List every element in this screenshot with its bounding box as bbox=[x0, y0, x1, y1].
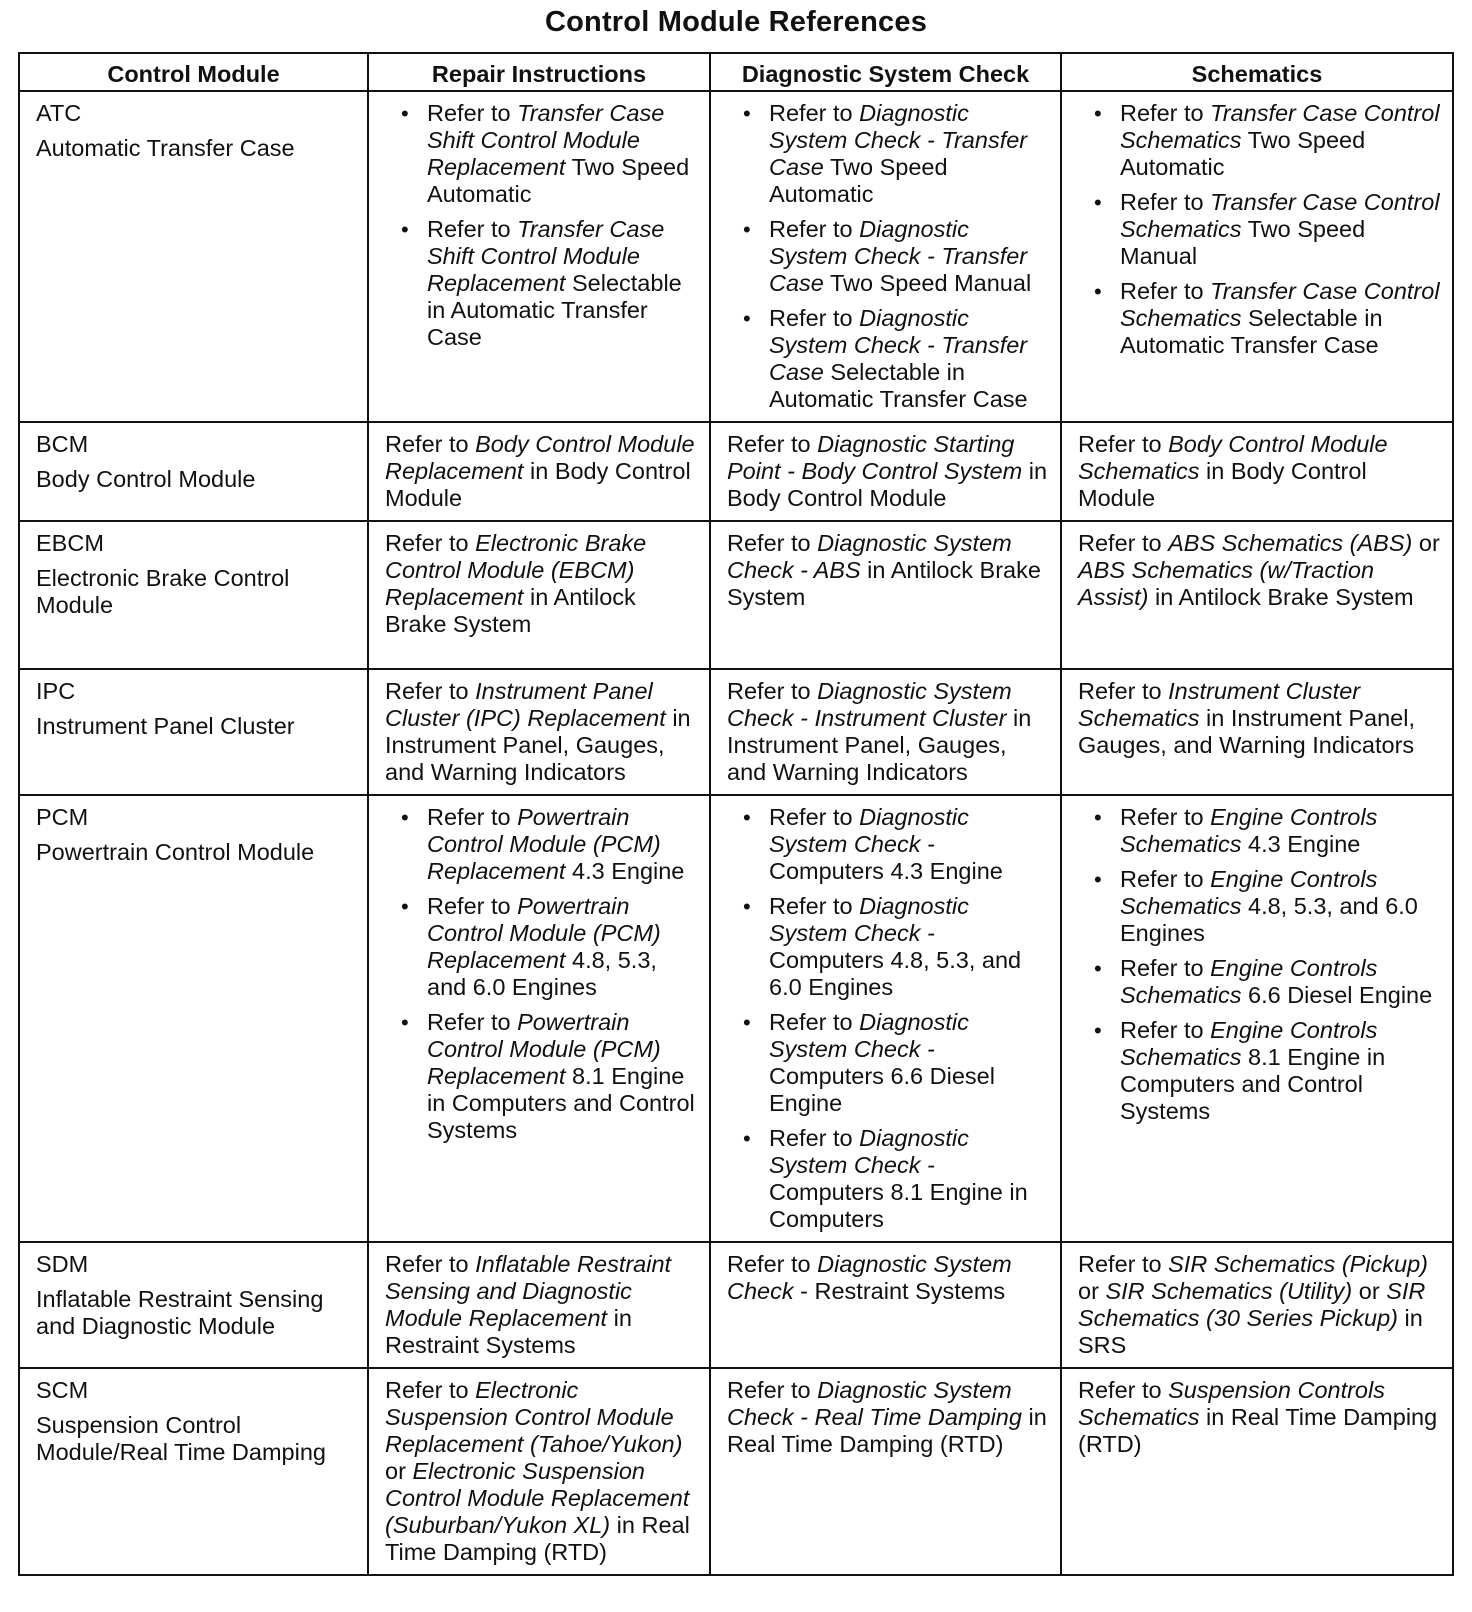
module-name: Powertrain Control Module bbox=[36, 839, 315, 865]
reference-text: - Restraint Systems bbox=[793, 1278, 1006, 1304]
schematics-cell bbox=[1061, 521, 1453, 669]
table-row bbox=[19, 1368, 1453, 1575]
reference-text: Two Speed Automatic bbox=[1120, 127, 1366, 180]
reference-text: Refer to bbox=[1120, 804, 1211, 830]
list-item bbox=[769, 893, 1048, 1001]
repair-instructions-cell bbox=[368, 1368, 710, 1575]
reference-text: Refer to bbox=[1120, 189, 1211, 215]
reference-text: Refer to bbox=[727, 530, 818, 556]
reference-text: Refer to bbox=[385, 1251, 476, 1277]
list-item bbox=[427, 893, 697, 1001]
page-title: Control Module References bbox=[544, 6, 928, 38]
reference-text: Refer to bbox=[769, 1125, 860, 1151]
reference-title: Transfer Case Control Schematics bbox=[1120, 100, 1440, 153]
table-row bbox=[19, 422, 1453, 521]
reference-paragraph bbox=[385, 1251, 697, 1359]
module-code: PCM bbox=[36, 804, 89, 830]
reference-text: Refer to bbox=[427, 804, 518, 830]
reference-text: 8.1 Engine in Computers and Control Systems bbox=[427, 1063, 695, 1143]
reference-title: Diagnostic System Check - bbox=[769, 893, 969, 946]
reference-text: Two Speed Manual bbox=[823, 270, 1032, 296]
reference-list bbox=[1078, 100, 1440, 359]
reference-text: Refer to bbox=[427, 100, 518, 126]
reference-text: Refer to bbox=[1120, 866, 1211, 892]
reference-text: Computers 4.3 Engine bbox=[769, 858, 1003, 884]
reference-text: Refer to bbox=[1078, 431, 1169, 457]
reference-title: Transfer Case Control Schematics bbox=[1120, 278, 1440, 331]
reference-title: Instrument Panel Cluster (IPC) Replacement bbox=[385, 678, 666, 731]
reference-text: in Real Time Damping (RTD) bbox=[1078, 1404, 1438, 1457]
diagnostic-system-check-cell bbox=[710, 1242, 1061, 1368]
reference-text: Refer to bbox=[1120, 278, 1211, 304]
reference-text: in Instrument Panel, Gauges, and Warning Indicators bbox=[1078, 705, 1415, 758]
reference-text: 4.8, 5.3, and 6.0 Engines bbox=[1120, 893, 1418, 946]
reference-title: ABS Schematics (w/Traction Assist) bbox=[1078, 557, 1375, 610]
reference-text: or bbox=[1352, 1278, 1387, 1304]
repair-instructions-cell bbox=[368, 1242, 710, 1368]
reference-title: Suspension Controls Schematics bbox=[1078, 1377, 1385, 1430]
repair-instructions-cell bbox=[368, 91, 710, 422]
reference-text: 6.6 Diesel Engine bbox=[1241, 982, 1433, 1008]
list-item bbox=[769, 1125, 1048, 1233]
header-schematics: Schematics bbox=[1061, 53, 1453, 91]
diagnostic-system-check-cell bbox=[710, 1368, 1061, 1575]
reference-text: Refer to bbox=[769, 216, 860, 242]
reference-paragraph bbox=[1078, 530, 1440, 611]
list-item bbox=[1120, 866, 1440, 947]
header-diagnostic-system-check: Diagnostic System Check bbox=[710, 53, 1061, 91]
table-body bbox=[19, 91, 1453, 1575]
schematics-cell bbox=[1061, 1242, 1453, 1368]
reference-title: Engine Controls Schematics bbox=[1120, 866, 1378, 919]
reference-list bbox=[727, 100, 1048, 413]
reference-text: Refer to bbox=[427, 216, 518, 242]
reference-title: Diagnostic System Check bbox=[727, 1251, 1012, 1304]
reference-paragraph bbox=[385, 530, 697, 638]
reference-paragraph bbox=[385, 431, 697, 512]
reference-paragraph bbox=[727, 431, 1048, 512]
diagnostic-system-check-cell bbox=[710, 521, 1061, 669]
repair-instructions-cell bbox=[368, 422, 710, 521]
list-item bbox=[769, 216, 1048, 297]
control-module-cell bbox=[19, 91, 368, 422]
module-code: IPC bbox=[36, 678, 76, 704]
reference-text: Two Speed Manual bbox=[1120, 216, 1366, 269]
module-name: Body Control Module bbox=[36, 466, 256, 492]
reference-list bbox=[385, 804, 697, 1144]
list-item bbox=[427, 1009, 697, 1144]
list-item bbox=[1120, 804, 1440, 858]
list-item bbox=[1120, 278, 1440, 359]
reference-title: Diagnostic System Check - Transfer Case bbox=[769, 216, 1028, 296]
schematics-cell bbox=[1061, 669, 1453, 795]
reference-title: Transfer Case Shift Control Module Replacement bbox=[427, 100, 665, 180]
reference-paragraph bbox=[1078, 1377, 1440, 1458]
reference-text: Refer to bbox=[1078, 530, 1169, 556]
reference-text: Computers 6.6 Diesel Engine bbox=[769, 1063, 995, 1116]
reference-text: in Body Control Module bbox=[1078, 458, 1367, 511]
reference-title: Electronic Brake Control Module (EBCM) Replacement bbox=[385, 530, 647, 610]
reference-text: in Restraint Systems bbox=[385, 1305, 632, 1358]
reference-text: or bbox=[1412, 530, 1440, 556]
reference-text: in SRS bbox=[1078, 1305, 1423, 1358]
diagnostic-system-check-cell bbox=[710, 91, 1061, 422]
reference-text: Refer to bbox=[727, 1377, 818, 1403]
reference-title: Diagnostic System Check - Real Time Damping bbox=[727, 1377, 1022, 1430]
list-item bbox=[1120, 1017, 1440, 1125]
header-repair-instructions: Repair Instructions bbox=[368, 53, 710, 91]
list-item bbox=[427, 100, 697, 208]
module-name: Suspension Control Module/Real Time Damping bbox=[36, 1412, 326, 1465]
reference-text: Refer to bbox=[1120, 100, 1211, 126]
reference-title: Instrument Cluster Schematics bbox=[1078, 678, 1361, 731]
reference-title: SIR Schematics (Utility) bbox=[1105, 1278, 1353, 1304]
reference-title: SIR Schematics (30 Series Pickup) bbox=[1078, 1278, 1426, 1331]
reference-title: SIR Schematics (Pickup) bbox=[1168, 1251, 1429, 1277]
reference-text: Refer to bbox=[385, 678, 476, 704]
reference-title: Diagnostic System Check - Transfer Case bbox=[769, 305, 1028, 385]
reference-title: ABS Schematics (ABS) bbox=[1168, 530, 1413, 556]
reference-list bbox=[1078, 804, 1440, 1125]
reference-text: 4.3 Engine bbox=[565, 858, 685, 884]
control-module-cell bbox=[19, 795, 368, 1242]
table-row bbox=[19, 91, 1453, 422]
reference-title: Engine Controls Schematics bbox=[1120, 1017, 1378, 1070]
reference-text: Refer to bbox=[385, 1377, 476, 1403]
reference-title: Diagnostic System Check - ABS bbox=[727, 530, 1012, 583]
control-module-cell bbox=[19, 521, 368, 669]
reference-text: Selectable in Automatic Transfer Case bbox=[1120, 305, 1383, 358]
reference-text: Refer to bbox=[1078, 678, 1169, 704]
list-item bbox=[427, 804, 697, 885]
reference-text: 8.1 Engine in Computers and Control Systems bbox=[1120, 1044, 1386, 1124]
reference-list bbox=[385, 100, 697, 351]
reference-title: Engine Controls Schematics bbox=[1120, 804, 1378, 857]
reference-text: Refer to bbox=[1120, 955, 1211, 981]
reference-text: Refer to bbox=[1120, 1017, 1211, 1043]
reference-text: in Instrument Panel, Gauges, and Warning Indicators bbox=[727, 705, 1032, 785]
reference-text: in Antilock Brake System bbox=[385, 584, 636, 637]
reference-text: Refer to bbox=[769, 893, 860, 919]
reference-title: Powertrain Control Module (PCM) Replacement bbox=[427, 804, 661, 884]
reference-paragraph bbox=[1078, 1251, 1440, 1359]
list-item bbox=[769, 305, 1048, 413]
header-control-module: Control Module bbox=[19, 53, 368, 91]
reference-text: Refer to bbox=[769, 100, 860, 126]
reference-text: in Real Time Damping (RTD) bbox=[727, 1404, 1047, 1457]
reference-title: Powertrain Control Module (PCM) Replacement bbox=[427, 893, 661, 973]
reference-list bbox=[727, 804, 1048, 1233]
schematics-cell bbox=[1061, 1368, 1453, 1575]
reference-text: in Antilock Brake System bbox=[1148, 584, 1414, 610]
control-module-cell bbox=[19, 422, 368, 521]
repair-instructions-cell bbox=[368, 795, 710, 1242]
reference-paragraph bbox=[385, 1377, 697, 1566]
list-item bbox=[1120, 100, 1440, 181]
reference-title: Diagnostic Starting Point - Body Control System bbox=[727, 431, 1023, 484]
reference-title: Electronic Suspension Control Module Replacement (Suburban/Yukon XL) bbox=[385, 1458, 690, 1538]
reference-text: or bbox=[385, 1458, 413, 1484]
module-code: ATC bbox=[36, 100, 82, 126]
reference-text: in Antilock Brake System bbox=[727, 557, 1041, 610]
module-code: BCM bbox=[36, 431, 89, 457]
table-row bbox=[19, 521, 1453, 669]
list-item bbox=[769, 100, 1048, 208]
reference-paragraph bbox=[727, 530, 1048, 611]
list-item bbox=[769, 804, 1048, 885]
reference-title: Diagnostic System Check - Transfer Case bbox=[769, 100, 1028, 180]
reference-text: Refer to bbox=[1078, 1251, 1169, 1277]
reference-text: in Instrument Panel, Gauges, and Warning Indicators bbox=[385, 705, 691, 785]
list-item bbox=[769, 1009, 1048, 1117]
list-item bbox=[427, 216, 697, 351]
reference-text: 4.8, 5.3, and 6.0 Engines bbox=[427, 947, 657, 1000]
reference-title: Body Control Module Replacement bbox=[385, 431, 695, 484]
list-item bbox=[1120, 955, 1440, 1009]
reference-paragraph bbox=[727, 1251, 1048, 1305]
reference-title: Diagnostic System Check - bbox=[769, 1009, 969, 1062]
reference-text: in Real Time Damping (RTD) bbox=[385, 1512, 690, 1565]
module-code: EBCM bbox=[36, 530, 104, 556]
module-name: Electronic Brake Control Module bbox=[36, 565, 290, 618]
reference-text: Two Speed Automatic bbox=[427, 154, 690, 207]
reference-paragraph bbox=[1078, 678, 1440, 759]
reference-text: in Body Control Module bbox=[385, 458, 691, 511]
reference-paragraph bbox=[1078, 431, 1440, 512]
control-module-cell bbox=[19, 669, 368, 795]
reference-paragraph bbox=[727, 1377, 1048, 1458]
schematics-cell bbox=[1061, 795, 1453, 1242]
reference-title: Electronic Suspension Control Module Replacement (Tahoe/Yukon) bbox=[385, 1377, 683, 1457]
reference-title: Transfer Case Shift Control Module Replacement bbox=[427, 216, 665, 296]
reference-text: Refer to bbox=[769, 305, 860, 331]
reference-text: in Body Control Module bbox=[727, 458, 1048, 511]
diagnostic-system-check-cell bbox=[710, 795, 1061, 1242]
reference-text: Refer to bbox=[769, 804, 860, 830]
repair-instructions-cell bbox=[368, 669, 710, 795]
reference-text: Refer to bbox=[385, 431, 476, 457]
schematics-cell bbox=[1061, 422, 1453, 521]
reference-title: Transfer Case Control Schematics bbox=[1120, 189, 1440, 242]
control-module-cell bbox=[19, 1368, 368, 1575]
reference-text: or bbox=[1078, 1278, 1106, 1304]
module-name: Inflatable Restraint Sensing and Diagnostic Module bbox=[36, 1286, 324, 1339]
reference-text: Refer to bbox=[385, 530, 476, 556]
reference-title: Diagnostic System Check - bbox=[769, 804, 969, 857]
reference-text: Selectable in Automatic Transfer Case bbox=[427, 270, 682, 350]
reference-paragraph bbox=[385, 678, 697, 786]
reference-title: Engine Controls Schematics bbox=[1120, 955, 1378, 1008]
reference-text: Refer to bbox=[769, 1009, 860, 1035]
table-header-row bbox=[19, 53, 1453, 91]
list-item bbox=[1120, 189, 1440, 270]
module-code: SCM bbox=[36, 1377, 89, 1403]
reference-text: Computers 4.8, 5.3, and 6.0 Engines bbox=[769, 947, 1022, 1000]
reference-title: Inflatable Restraint Sensing and Diagnostic Module Replacement bbox=[385, 1251, 672, 1331]
reference-text: 4.3 Engine bbox=[1241, 831, 1361, 857]
reference-text: Computers 8.1 Engine in Computers bbox=[769, 1179, 1028, 1232]
reference-paragraph bbox=[727, 678, 1048, 786]
module-name: Instrument Panel Cluster bbox=[36, 713, 295, 739]
reference-text: Refer to bbox=[1078, 1377, 1169, 1403]
repair-instructions-cell bbox=[368, 521, 710, 669]
table-row bbox=[19, 1242, 1453, 1368]
control-module-references-table bbox=[18, 52, 1454, 1576]
diagnostic-system-check-cell bbox=[710, 669, 1061, 795]
reference-text: Refer to bbox=[727, 678, 818, 704]
module-name: Automatic Transfer Case bbox=[36, 135, 295, 161]
schematics-cell bbox=[1061, 91, 1453, 422]
reference-title: Body Control Module Schematics bbox=[1078, 431, 1388, 484]
reference-title: Diagnostic System Check - Instrument Cluster bbox=[727, 678, 1012, 731]
reference-text: Two Speed Automatic bbox=[769, 154, 948, 207]
reference-text: Refer to bbox=[727, 431, 818, 457]
control-module-cell bbox=[19, 1242, 368, 1368]
reference-text: Refer to bbox=[427, 1009, 518, 1035]
diagnostic-system-check-cell bbox=[710, 422, 1061, 521]
table-row bbox=[19, 795, 1453, 1242]
module-code: SDM bbox=[36, 1251, 89, 1277]
reference-title: Diagnostic System Check - bbox=[769, 1125, 969, 1178]
reference-text: Selectable in Automatic Transfer Case bbox=[769, 359, 1028, 412]
reference-title: Powertrain Control Module (PCM) Replacement bbox=[427, 1009, 661, 1089]
reference-text: Refer to bbox=[427, 893, 518, 919]
table-row bbox=[19, 669, 1453, 795]
reference-text: Refer to bbox=[727, 1251, 818, 1277]
